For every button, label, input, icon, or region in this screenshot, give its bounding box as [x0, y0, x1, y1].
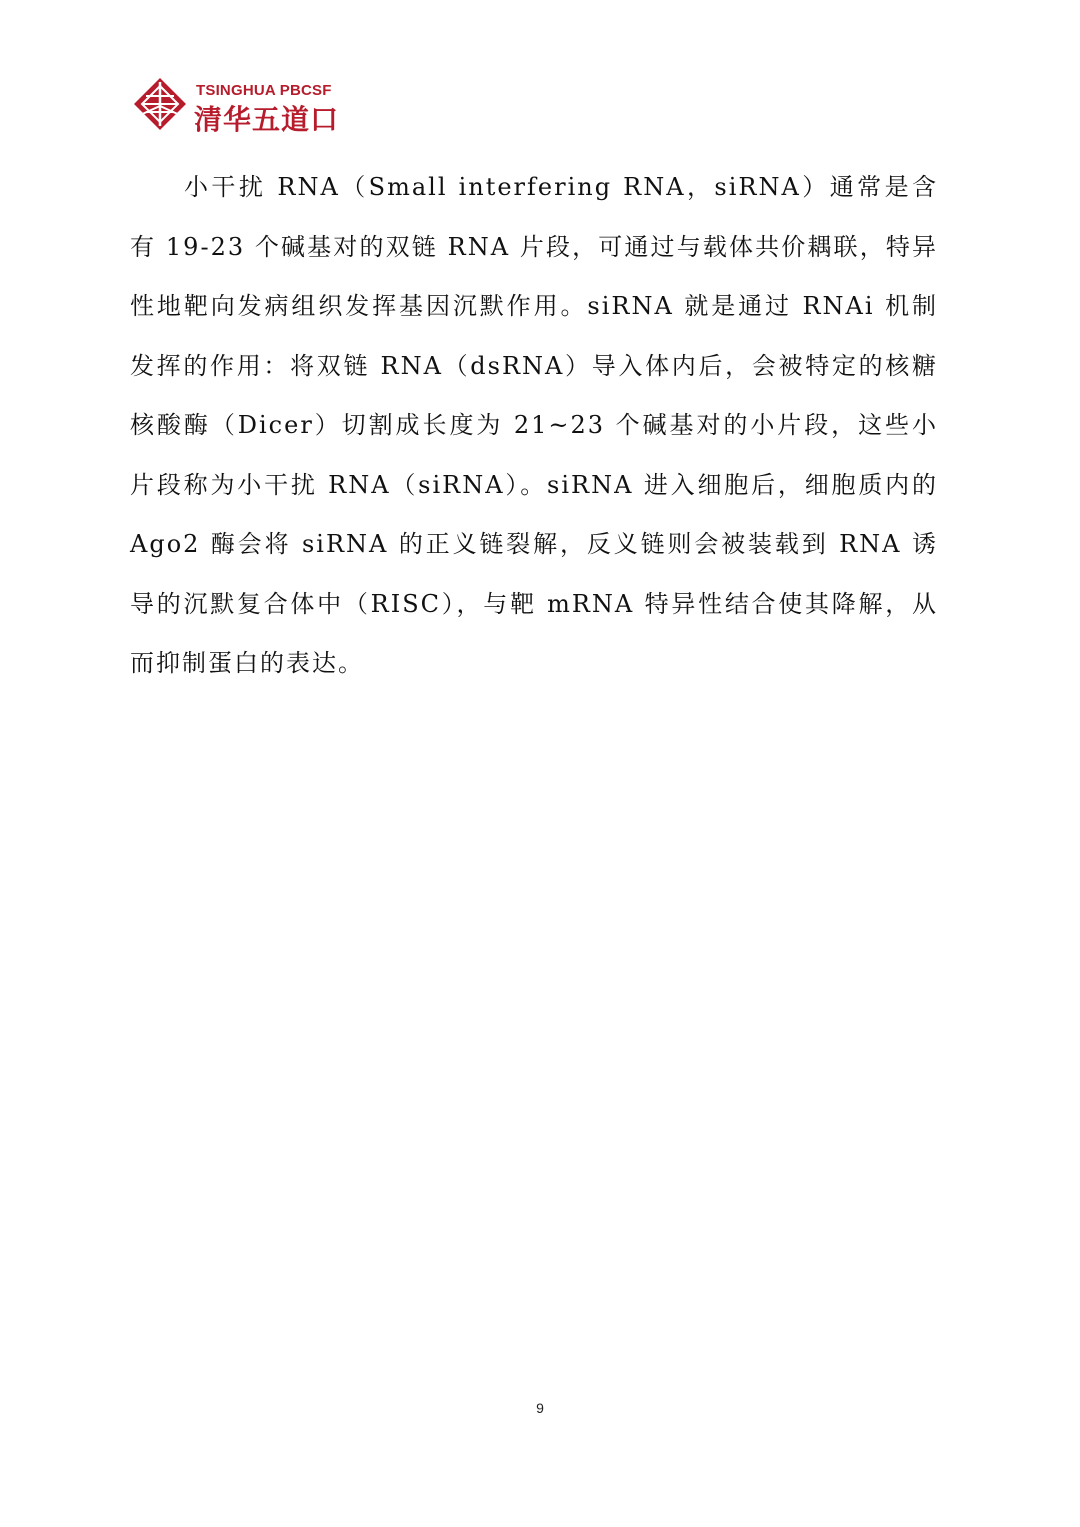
body-paragraph: 小干扰 RNA（Small interfering RNA，siRNA）通常是含有 19-23 个碱基对的双链 RNA 片段，可通过与载体共价耦联，特异性地靶向发病组织发挥基因沉默作用。siRNA 就是通过 RNAi 机制发挥的作用：将双链 RNA（dsRNA）导入体内后，会被特定的核糖核酸酶（Dicer）切割成长度为 21~23 个碱基对的小片段，这些小片段称为小干扰 RNA（siRNA）。siRNA 进入细胞后，细胞质内的 Ago2 酶会将 siRNA 的正义链裂解，反义链则会被装载到 RNA 诱导的沉默复合体中（RISC），与靶 mRNA 特异性结合使其降解，从而抑制蛋白的表达。 — [130, 173, 938, 677]
logo-text-cn: 清华五道口 — [194, 103, 340, 136]
logo — [132, 74, 372, 140]
tsinghua-pbcsf-logo-icon — [132, 76, 188, 132]
logo-text-en: TSINGHUA PBCSF — [196, 82, 332, 99]
page-number: 9 — [536, 1400, 544, 1416]
